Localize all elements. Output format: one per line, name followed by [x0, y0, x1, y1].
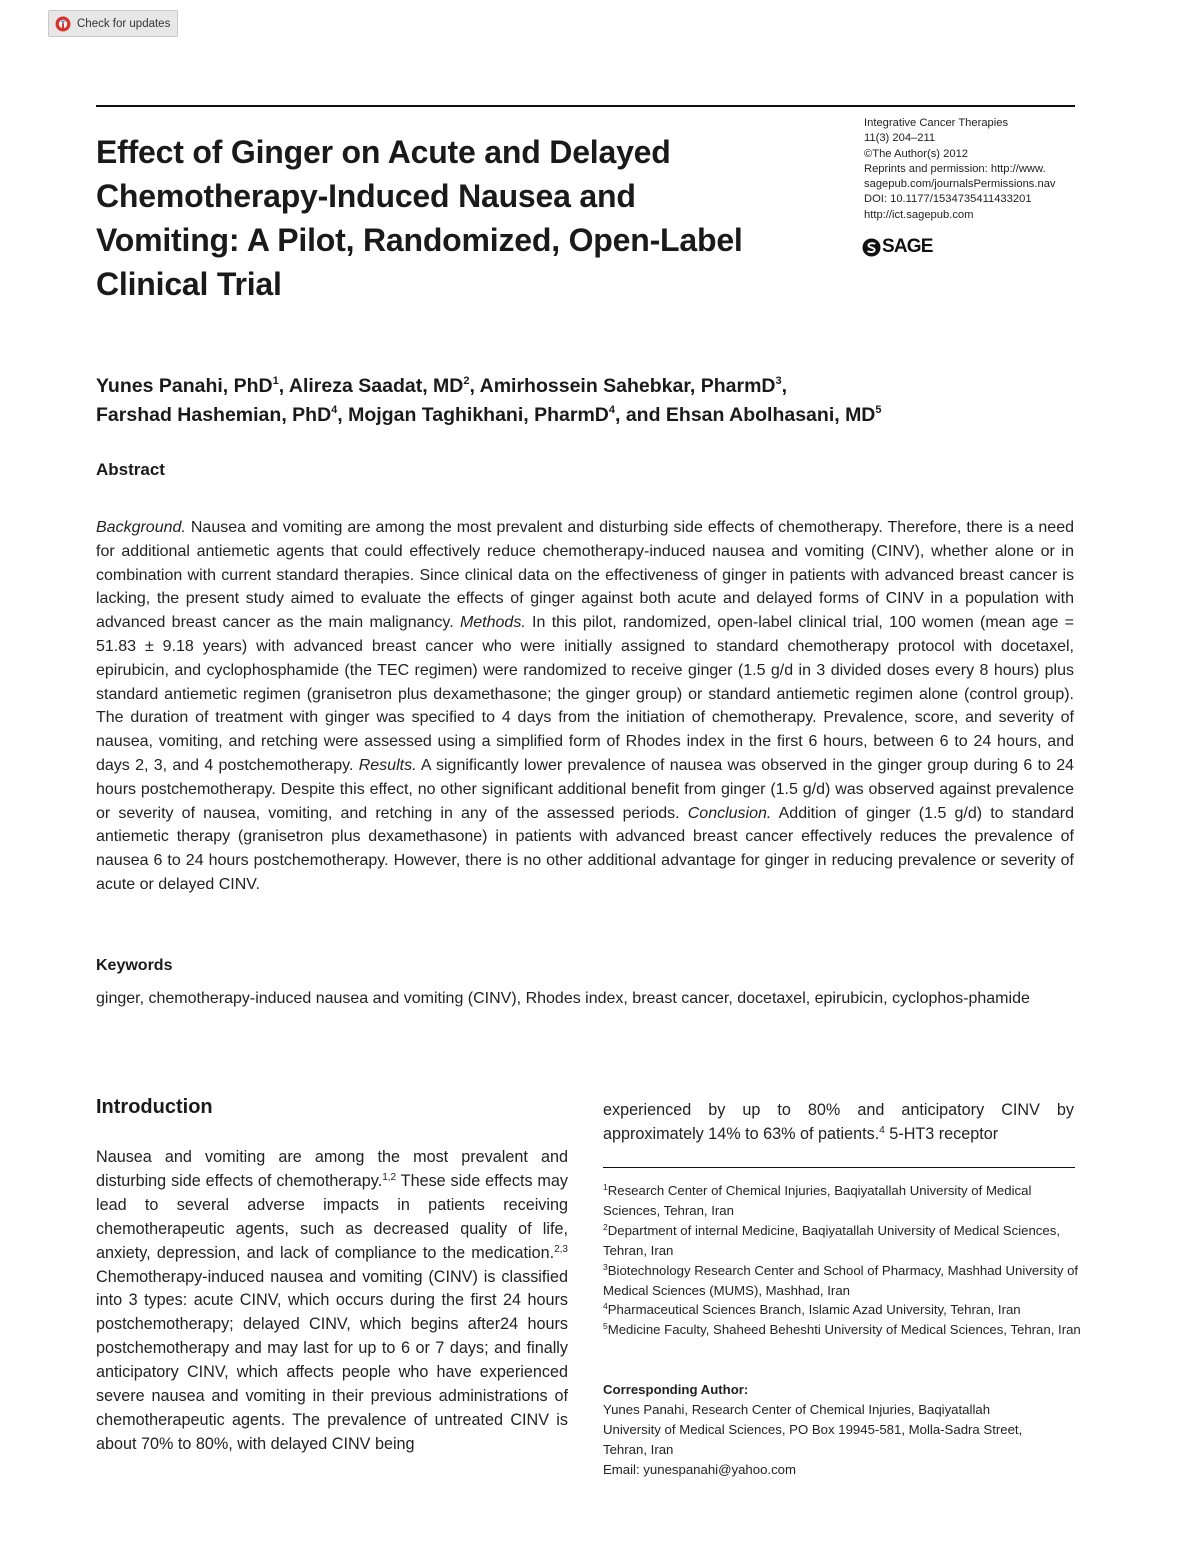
author-line [96, 401, 1076, 430]
author-affiliation-ref: 1 [272, 375, 279, 387]
author-separator: , and [615, 404, 666, 426]
journal-url[interactable]: http://ict.sagepub.com [864, 208, 974, 221]
affiliation-text: Department of internal Medicine, Baqiyatallah University of Medical Sciences, Tehran, Iran [603, 1222, 1060, 1258]
author-name: Ehsan Abolhasani, MD [665, 404, 876, 426]
corresponding-email[interactable]: Email: yunespanahi@yahoo.com [603, 1461, 796, 1477]
citation-ref[interactable]: 4 [879, 1125, 885, 1136]
permissions-link[interactable]: sagepub.com/journalsPermissions.nav [864, 178, 1056, 191]
author-affiliation-ref: 5 [875, 404, 882, 416]
results-text: A significantly lower prevalence of nausea was observed in the ginger group during 6 to 24 hours postchemotherapy. Despite this effect, no other significant additional benefit from ginger (1.5 g/d) was observed against prevalence or severity of nausea, vomiting, and retching in any of the assessed periods. [96, 756, 1074, 822]
corresponding-line: Yunes Panahi, Research Center of Chemical Injuries, Baqiyatallah [603, 1401, 991, 1417]
results-label: Results. [358, 756, 417, 774]
intro-text: experienced by up to 80% and anticipatory CINV by approximately 14% to 63% of patients. [603, 1101, 1074, 1143]
article-title [96, 130, 836, 306]
affiliation-item [603, 1181, 1083, 1221]
corresponding-author [603, 1380, 1083, 1480]
affiliation-item [603, 1320, 1083, 1340]
check-for-updates-label: Check for updates [77, 17, 171, 30]
conclusion-label: Conclusion. [687, 804, 772, 822]
check-for-updates-button[interactable] [48, 10, 178, 37]
affiliation-number: 4 [603, 1301, 608, 1312]
conclusion-text: Addition of ginger (1.5 g/d) to standard antiemetic therapy (granisetron plus dexamethasone) in patients with advanced breast cancer effectively reduces the prevalence of nausea 6 to 24 hours postchemotherapy. However, there is no other additional advantage for ginger in reducing prevalence or severity of acute or delayed CINV. [96, 804, 1075, 893]
introduction-continued [603, 1098, 1074, 1146]
affiliation-number: 3 [603, 1261, 608, 1272]
affiliation-text: Biotechnology Research Center and School of Pharmacy, Mashhad University of Medical Sciences (MUMS), Mashhad, Iran [603, 1262, 1079, 1298]
affiliation-number: 2 [603, 1221, 608, 1232]
sage-logo [862, 236, 933, 258]
corresponding-line: University of Medical Sciences, PO Box 19945-581, Molla-Sadra Street, [603, 1421, 1023, 1437]
methods-label: Methods. [459, 614, 526, 632]
introduction-body [96, 1146, 568, 1457]
author-separator: , [278, 375, 289, 397]
author-list [96, 372, 1076, 430]
affiliation-number: 5 [603, 1321, 608, 1332]
affiliation-number: 1 [603, 1182, 608, 1192]
abstract-body [96, 516, 1074, 897]
author-name: Yunes Panahi, PhD [96, 375, 273, 397]
author-separator: , [781, 375, 788, 397]
author-name: Mojgan Taghikhani, PharmD [348, 404, 609, 426]
author-line [96, 372, 1076, 401]
intro-text: 5-HT3 receptor [884, 1125, 999, 1143]
top-rule [96, 105, 1075, 107]
corresponding-author-label: Corresponding Author: [603, 1382, 749, 1397]
author-affiliation-ref: 4 [608, 404, 615, 416]
affiliation-text: Medicine Faculty, Shaheed Beheshti University of Medical Sciences, Tehran, Iran [607, 1322, 1081, 1338]
citation-ref[interactable]: 1,2 [382, 1171, 397, 1183]
intro-text: These side effects may lead to several adverse impacts in patients receiving chemotherapeutic agents, such as decreased quality of life, anxiety, depression, and lack of compliance to the medication. [96, 1171, 568, 1262]
author-affiliation-ref: 3 [775, 375, 782, 387]
author-name: Amirhossein Sahebkar, PharmD [479, 375, 776, 397]
author-affiliation-ref: 2 [463, 375, 470, 387]
title-line: Vomiting: A Pilot, Randomized, Open-Label [96, 222, 743, 258]
affiliation-text: Research Center of Chemical Injuries, Baqiyatallah University of Medical Sciences, Tehran, Iran [603, 1183, 1032, 1218]
affiliations [603, 1181, 1083, 1340]
affiliation-text: Pharmaceutical Sciences Branch, Islamic Azad University, Tehran, Iran [607, 1302, 1021, 1318]
intro-text: Nausea and vomiting are among the most prevalent and disturbing side effects of chemotherapy. [96, 1148, 568, 1190]
background-text: Nausea and vomiting are among the most prevalent and disturbing side effects of chemotherapy. Therefore, there is a need for additional antiemetic agents that could effectively reduce chemotherapy-induced nausea and vomiting (CINV), whether alone or in combination with current standard therapies. Since clinical data on the effectiveness of ginger in patients with advanced breast cancer is lacking, the present study aimed to evaluate the effects of ginger against both acute and delayed forms of CINV in a population with advanced breast cancer as the main malignancy. [96, 519, 1074, 632]
background-label: Background. [96, 519, 186, 536]
keywords-text: ginger, chemotherapy-induced nausea and vomiting (CINV), Rhodes index, breast cancer, docetaxel, epirubicin, cyclophos-phamide [96, 990, 1030, 1007]
author-separator: , [469, 375, 480, 397]
author-separator: , [337, 404, 349, 426]
citation-ref[interactable]: 2,3 [554, 1243, 568, 1255]
journal-info [864, 116, 1079, 223]
footnote-rule [603, 1167, 1075, 1168]
journal-volume: 11(3) 204–211 [864, 132, 936, 145]
affiliation-item [603, 1221, 1083, 1261]
journal-name: Integrative Cancer Therapies [864, 117, 1009, 129]
corresponding-line: Tehran, Iran [603, 1441, 674, 1457]
sage-logo-text: SAGE [882, 236, 933, 257]
author-affiliation-ref: 4 [331, 404, 338, 416]
keywords-heading: Keywords [96, 957, 173, 974]
introduction-heading: Introduction [96, 1096, 213, 1118]
affiliation-item [603, 1261, 1083, 1301]
doi: DOI: 10.1177/1534735411433201 [864, 193, 1032, 206]
copyright: ©The Author(s) 2012 [864, 147, 969, 160]
title-line: Chemotherapy-Induced Nausea and [96, 178, 636, 214]
title-line: Effect of Ginger on Acute and Delayed [96, 134, 671, 170]
sage-logo-mark [862, 238, 881, 257]
reprints-line: Reprints and permission: http://www. [864, 162, 1046, 175]
title-line: Clinical Trial [96, 266, 282, 302]
author-name: Alireza Saadat, MD [288, 375, 464, 397]
intro-text: Chemotherapy-induced nausea and vomiting (CINV) is classified into 3 types: acute CINV, which occurs during the first 24 hours postchemotherapy; delayed CINV, which begins after24 hours postchemotherapy and may last for up to 6 or 7 days; and finally anticipatory CINV, which affects people who have experienced severe nausea and vomiting in their previous administrations of chemotherapeutic agents. The prevalence of untreated CINV is about 70% to 80%, with delayed CINV being [96, 1267, 568, 1453]
methods-text: In this pilot, randomized, open-label clinical trial, 100 women (mean age = 51.83 ± 9.18 years) with advanced breast cancer who were initially assigned to standard chemotherapy protocol with docetaxel, epirubicin, and cyclophosphamide (the TEC regimen) were randomized to receive ginger (1.5 g/d in 3 divided doses every 8 hours) plus standard antiemetic regimen (granisetron plus dexamethasone; the ginger group) or standard antiemetic regimen alone (control group). The duration of treatment with ginger was specified to 4 days from the initiation of chemotherapy. Prevalence, score, and severity of nausea, vomiting, and retching were assessed using a simplified form of Rhodes index in the first 6 hours, between 6 to 24 hours, and days 2, 3, and 4 postchemotherapy. [96, 614, 1075, 774]
affiliation-item [603, 1300, 1083, 1320]
crossmark-icon [55, 16, 71, 32]
abstract-heading: Abstract [96, 460, 165, 479]
author-name: Farshad Hashemian, PhD [96, 404, 332, 426]
